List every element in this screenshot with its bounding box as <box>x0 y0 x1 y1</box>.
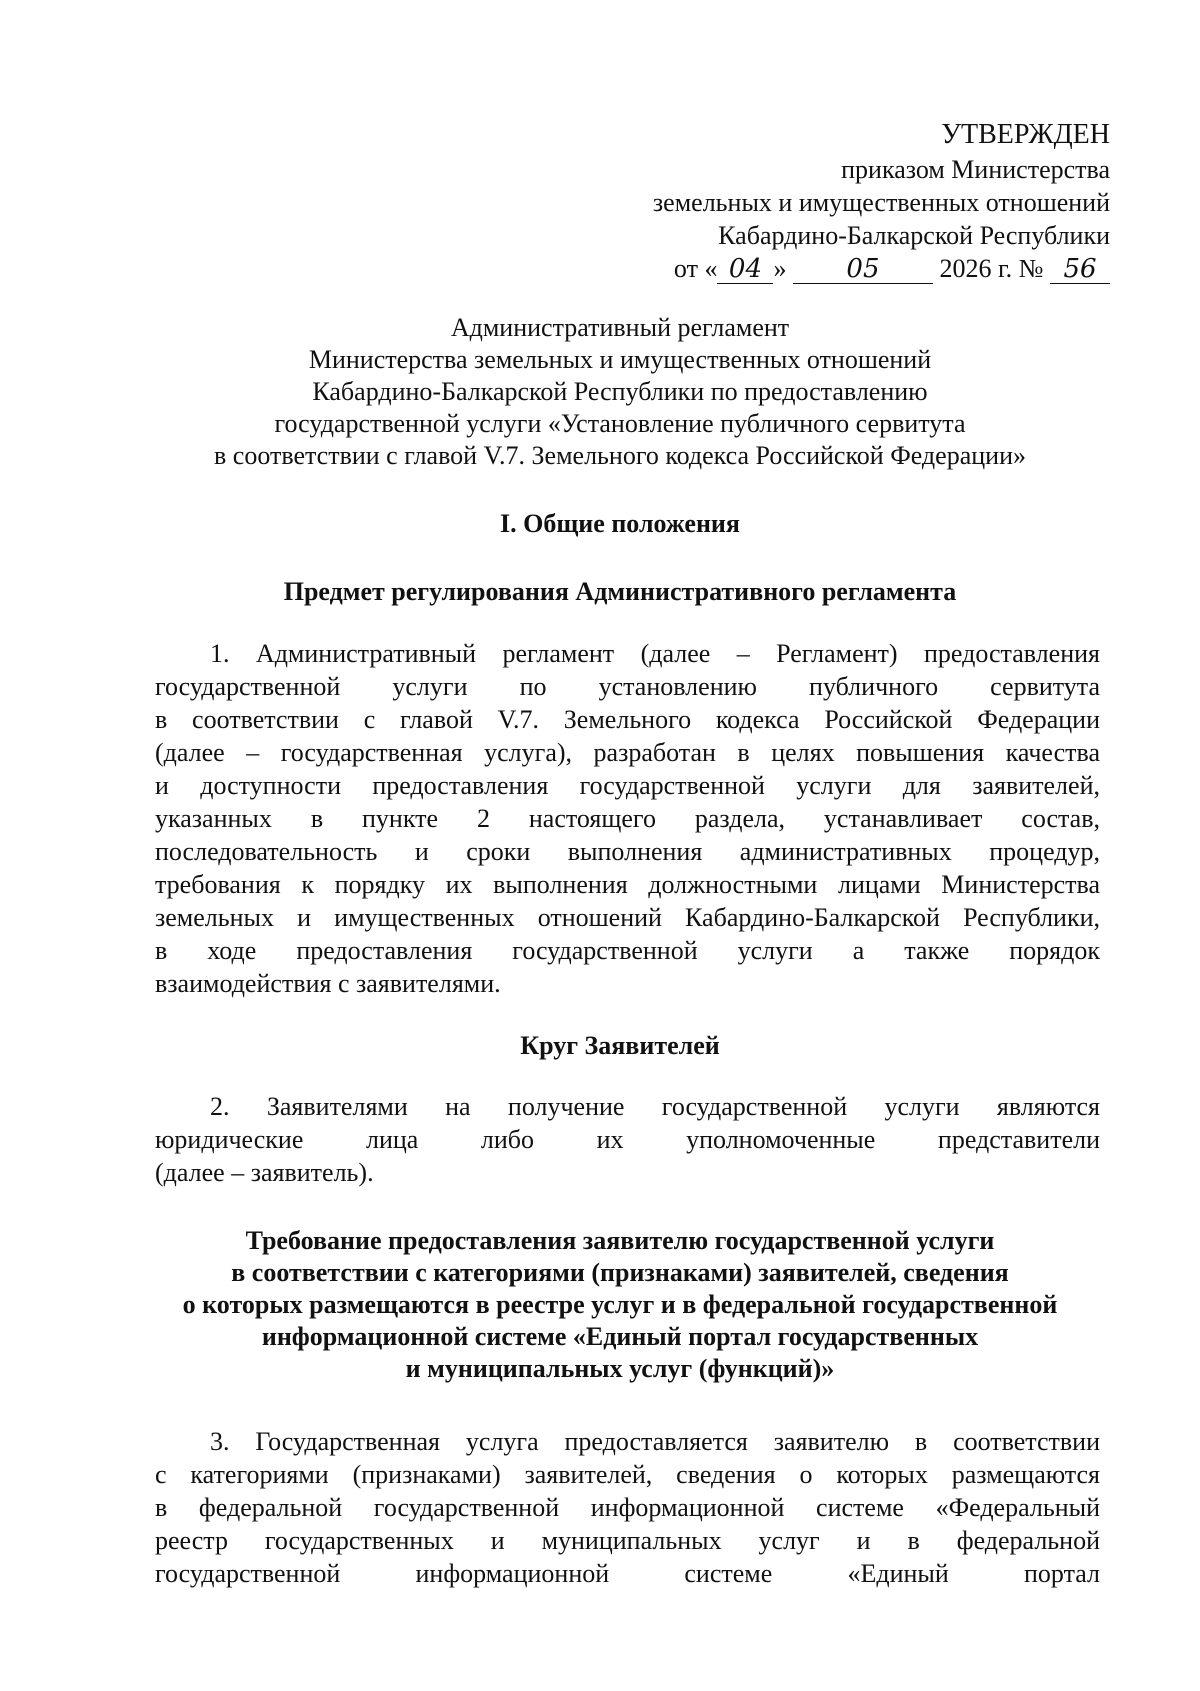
subsection-heading-subject: Предмет регулирования Административного регламента <box>283 577 957 606</box>
heading-line: о которых размещаются в реестре услуг и в федеральной государственной <box>182 1290 1058 1319</box>
paragraph-line: требования к порядку их выполнения должностными лицами Министерства <box>155 870 1100 899</box>
subsection-heading-categories <box>140 1225 1100 1385</box>
title-line: Кабардино-Балкарской Республики по предоставлению <box>312 377 928 406</box>
paragraph-line: последовательность и сроки выполнения административных процедур, <box>155 837 1100 866</box>
approval-heading: УТВЕРЖДЕН <box>941 119 1110 150</box>
document-title <box>120 312 1120 472</box>
paragraph-line: государственной услуги по установлению публичного сервитута <box>155 672 1100 701</box>
section-heading: I. Общие положения <box>500 509 740 538</box>
paragraph-line: 2. Заявителями на получение государственной услуги являются <box>210 1092 1100 1121</box>
heading-line: в соответствии с категориями (признаками) заявителей, сведения <box>231 1258 1009 1287</box>
approval-stamp <box>653 118 1110 285</box>
paragraph-line: в соответствии с главой V.7. Земельного кодекса Российской Федерации <box>155 705 1100 734</box>
paragraph-line: взаимодействия с заявителями. <box>155 969 501 998</box>
title-line: государственной услуги «Установление публичного сервитута <box>274 409 966 438</box>
paragraph-1 <box>155 637 1100 1000</box>
title-line: Административный регламент <box>450 313 790 342</box>
paragraph-line: указанных в пункте 2 настоящего раздела, устанавливает состав, <box>155 804 1100 833</box>
date-year: 2026 г. № <box>939 254 1044 283</box>
title-line: Министерства земельных и имущественных отношений <box>308 345 932 374</box>
approval-line-1: приказом Министерства <box>841 155 1110 184</box>
paragraph-line: земельных и имущественных отношений Кабардино-Балкарской Республики, <box>155 903 1100 932</box>
date-day-handwritten: 04 <box>717 255 773 284</box>
paragraph-line: 3. Государственная услуга предоставляется заявителю в соответствии <box>210 1427 1100 1456</box>
paragraph-2 <box>155 1090 1100 1189</box>
paragraph-line: (далее – государственная услуга), разработан в целях повышения качества <box>155 738 1100 767</box>
order-number-handwritten: 56 <box>1050 255 1110 284</box>
heading-line: Требование предоставления заявителю государственной услуги <box>245 1226 995 1255</box>
paragraph-line: в федеральной государственной информационной системе «Федеральный <box>155 1493 1100 1522</box>
paragraph-line: (далее – заявитель). <box>155 1158 374 1187</box>
heading-line: и муниципальных услуг (функций)» <box>405 1354 835 1383</box>
date-mid: » <box>773 254 787 283</box>
approval-date-line <box>653 252 1110 285</box>
subsection-heading-applicants: Круг Заявителей <box>520 1031 720 1060</box>
paragraph-3 <box>155 1425 1100 1590</box>
paragraph-line: в ходе предоставления государственной услуги а также порядок <box>155 936 1100 965</box>
approval-line-2: земельных и имущественных отношений <box>652 188 1110 217</box>
paragraph-line: реестр государственных и муниципальных услуг и в федеральной <box>155 1526 1100 1555</box>
paragraph-line: государственной информационной системе «Единый портал <box>155 1559 1100 1588</box>
date-prefix: от « <box>673 254 718 283</box>
date-month-handwritten: 05 <box>793 255 933 284</box>
paragraph-line: с категориями (признаками) заявителей, сведения о которых размещаются <box>155 1460 1100 1489</box>
approval-line-3: Кабардино-Балкарской Республики <box>718 221 1110 250</box>
title-line: в соответствии с главой V.7. Земельного кодекса Российской Федерации» <box>214 441 1026 470</box>
paragraph-line: 1. Административный регламент (далее – Регламент) предоставления <box>210 639 1100 668</box>
heading-line: информационной системе «Единый портал государственных <box>261 1322 979 1351</box>
paragraph-line: и доступности предоставления государственной услуги для заявителей, <box>155 771 1100 800</box>
paragraph-line: юридические лица либо их уполномоченные представители <box>155 1125 1100 1154</box>
